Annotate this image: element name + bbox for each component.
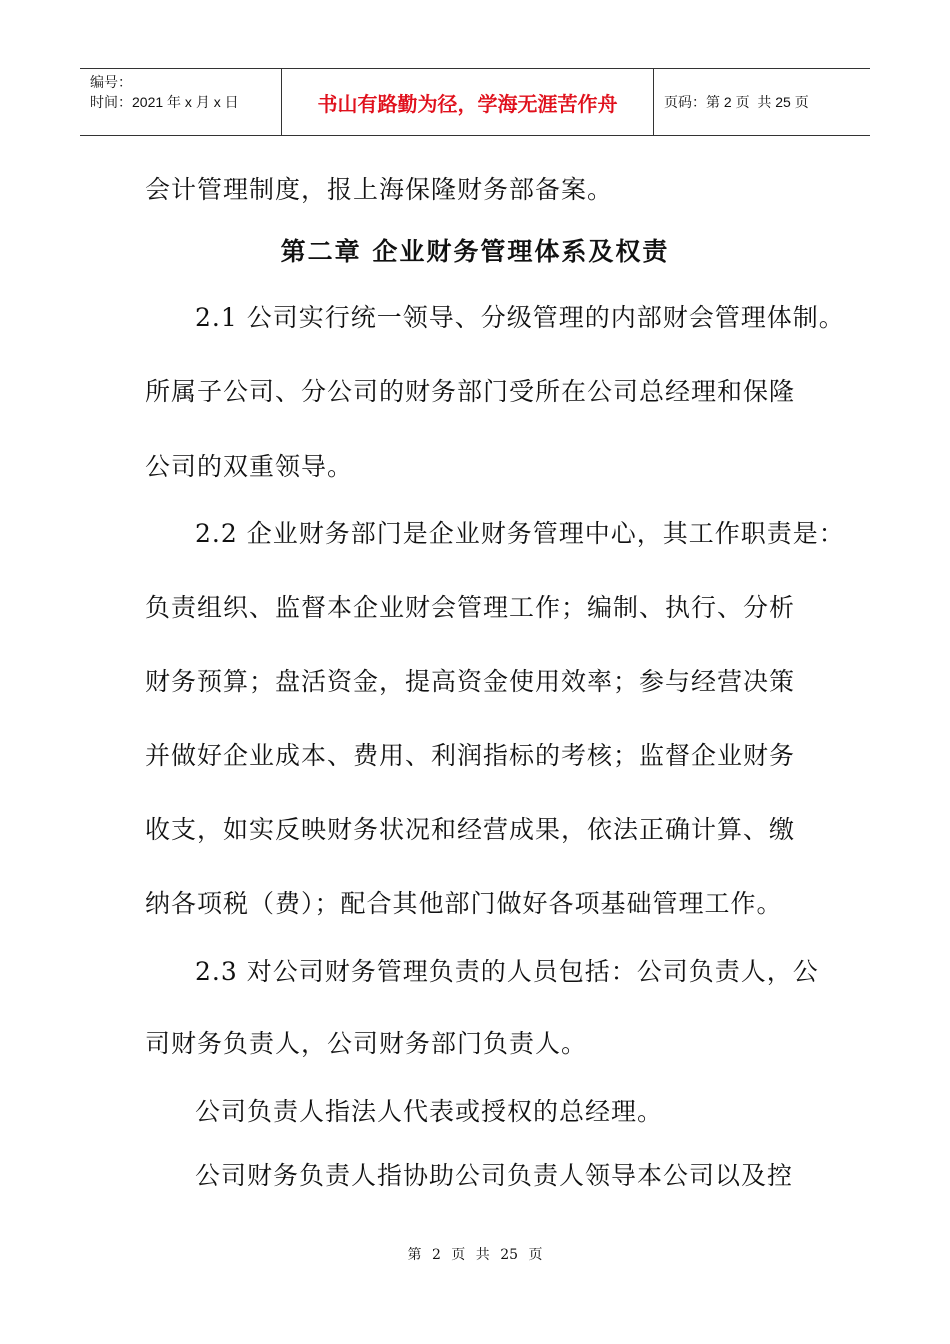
body-line: 负责组织、监督本企业财会管理工作；编制、执行、分析 bbox=[145, 593, 796, 622]
body-line: 会计管理制度，报上海保隆财务部备案。 bbox=[145, 175, 614, 204]
body-line: 2.2 企业财务部门是企业财务管理中心，其工作职责是： bbox=[195, 519, 845, 548]
page-info-text: 页码：第 2 页 共 25 页 bbox=[664, 94, 809, 110]
page-header bbox=[80, 68, 870, 136]
chapter-title: 第二章 企业财务管理体系及权责 bbox=[280, 237, 670, 266]
body-line: 司财务负责人，公司财务部门负责人。 bbox=[145, 1029, 588, 1058]
body-line: 所属子公司、分公司的财务部门受所在公司总经理和保隆 bbox=[145, 377, 796, 406]
body-line: 公司财务负责人指协助公司负责人领导本公司以及控 bbox=[195, 1161, 794, 1190]
header-page-info bbox=[654, 69, 870, 135]
header-meta bbox=[80, 69, 282, 135]
body-line: 2.3 对公司财务管理负责的人员包括：公司负责人，公 bbox=[195, 957, 819, 986]
body-line: 公司负责人指法人代表或授权的总经理。 bbox=[195, 1097, 664, 1126]
document-time: 时间：2021 年 x 月 x 日 bbox=[90, 94, 239, 110]
header-motto: 书山有路勤为径，学海无涯苦作舟 bbox=[282, 69, 654, 135]
body-line: 2.1 公司实行统一领导、分级管理的内部财会管理体制。 bbox=[195, 303, 845, 332]
page-footer: 第 2 页 共 25 页 bbox=[407, 1247, 543, 1263]
body-line: 财务预算；盘活资金，提高资金使用效率；参与经营决策 bbox=[145, 667, 796, 696]
document-number-label: 编号： bbox=[90, 74, 132, 90]
body-line: 公司的双重领导。 bbox=[145, 452, 354, 481]
body-line: 并做好企业成本、费用、利润指标的考核；监督企业财务 bbox=[145, 741, 796, 770]
body-line: 纳各项税（费）；配合其他部门做好各项基础管理工作。 bbox=[145, 889, 783, 918]
body-line: 收支，如实反映财务状况和经营成果，依法正确计算、缴 bbox=[145, 815, 796, 844]
